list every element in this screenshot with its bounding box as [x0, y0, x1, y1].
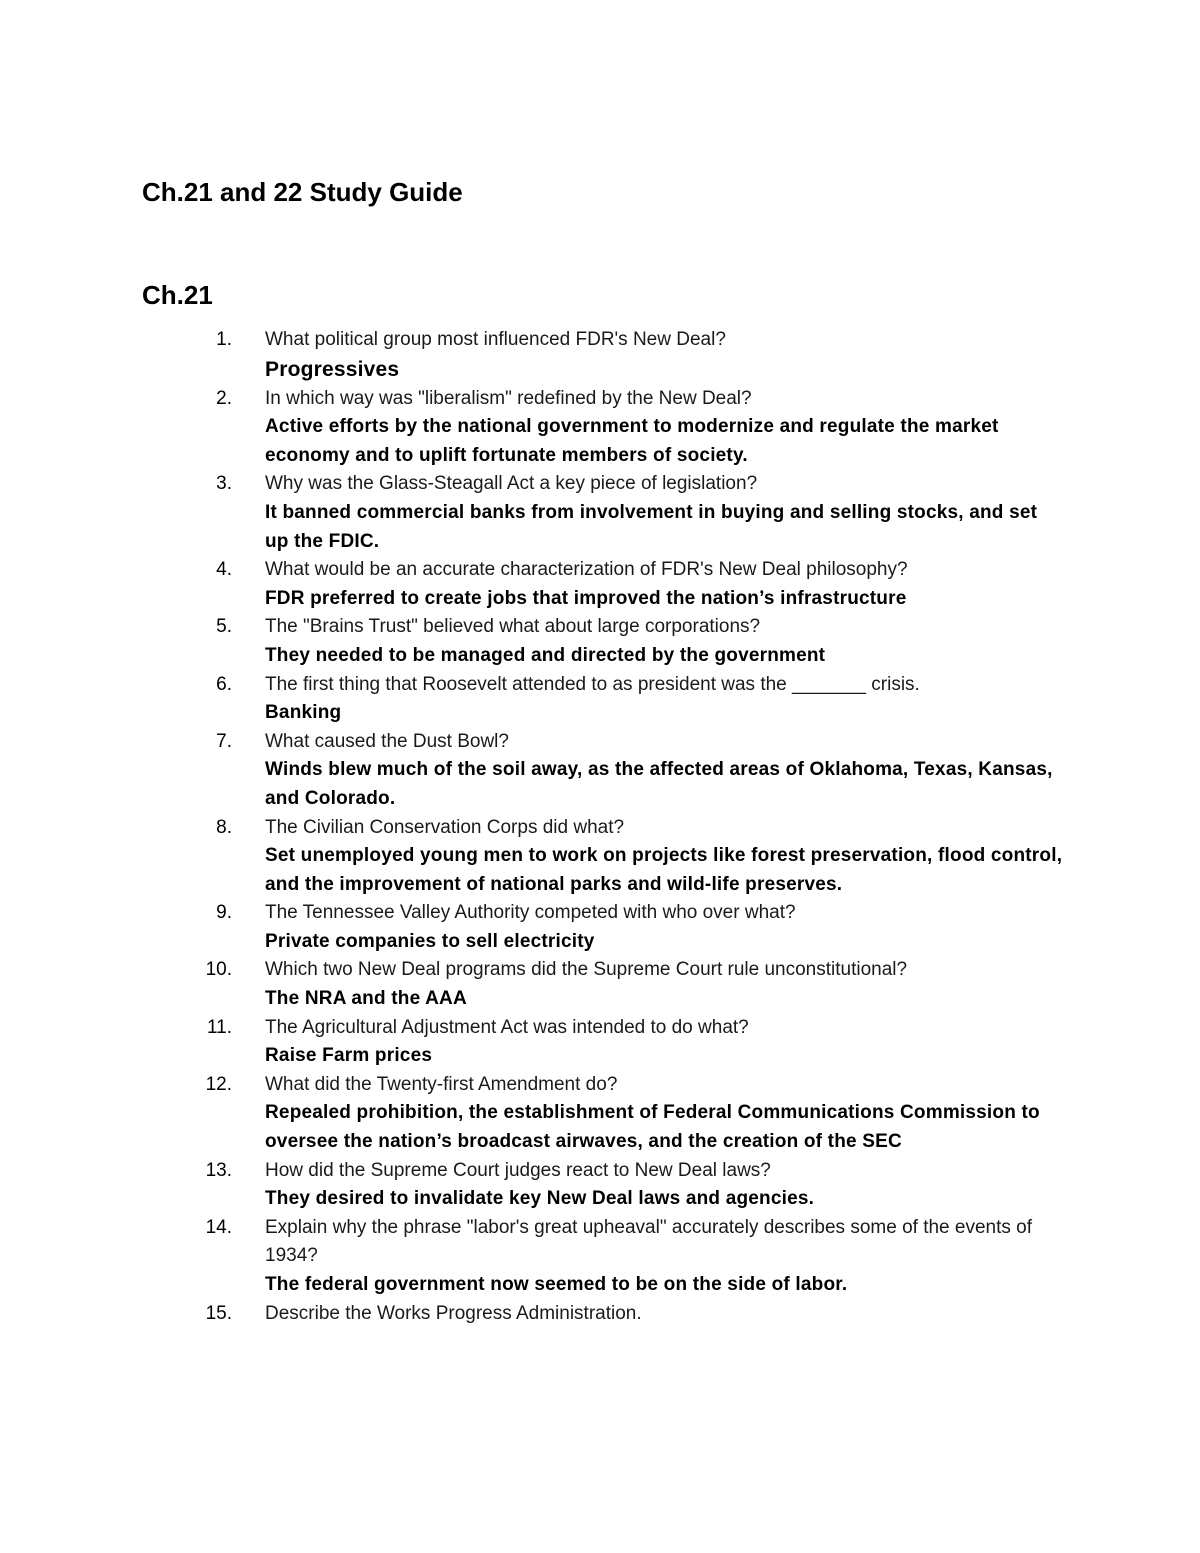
question-text: What caused the Dust Bowl? — [265, 730, 509, 752]
question-number: 8. — [216, 816, 232, 838]
question-item — [0, 613, 1065, 670]
answer-text: They needed to be managed and directed by the government — [265, 644, 826, 666]
answer-text: The federal government now seemed to be on the side of labor. — [265, 1274, 848, 1295]
answer-text: Set unemployed young men to work on projects like forest preservation, flood control, and the improvement of national parks and wild-life preserves. — [265, 845, 1063, 895]
question-number: 5. — [216, 616, 232, 638]
question-item — [0, 728, 1065, 814]
question-number: 7. — [216, 730, 232, 752]
question-item — [0, 956, 1065, 1013]
question-text: The Civilian Conservation Corps did what? — [265, 816, 625, 838]
answer-text: FDR preferred to create jobs that improved the nation’s infrastructure — [265, 587, 907, 609]
answer-text: Raise Farm prices — [265, 1045, 433, 1067]
question-text: How did the Supreme Court judges react to New Deal laws? — [265, 1159, 771, 1181]
question-item — [0, 1071, 1065, 1157]
question-item — [0, 899, 1065, 956]
question-number: 4. — [216, 559, 232, 581]
question-item — [0, 814, 1065, 900]
answer-text: It banned commercial banks from involvement in buying and selling stocks, and set up the FDIC. — [265, 501, 1038, 552]
answer-text: Progressives — [265, 357, 400, 381]
answer-text: Active efforts by the national government to modernize and regulate the market economy and to uplift fortunate members of society. — [265, 416, 999, 466]
question-text: Explain why the phrase "labor's great upheaval" accurately describes some of the events of 1934? — [265, 1216, 1032, 1267]
question-text: What did the Twenty-first Amendment do? — [265, 1073, 618, 1095]
question-number: 9. — [216, 902, 232, 924]
question-text: The "Brains Trust" believed what about large corporations? — [265, 616, 761, 638]
question-number: 12. — [205, 1073, 232, 1095]
question-text: In which way was "liberalism" redefined by the New Deal? — [265, 387, 752, 409]
question-number: 15. — [205, 1302, 232, 1324]
question-item — [0, 1214, 1065, 1300]
answer-text: Winds blew much of the soil away, as the affected areas of Oklahoma, Texas, Kansas, and Colorado. — [265, 759, 1053, 809]
question-item — [0, 1157, 1065, 1214]
document-title: Ch.21 and 22 Study Guide — [142, 177, 463, 207]
question-number: 13. — [205, 1159, 232, 1181]
answer-text: Private companies to sell electricity — [265, 930, 595, 952]
question-number: 11. — [206, 1016, 232, 1038]
question-text: The first thing that Roosevelt attended to as president was the _______ crisis. — [265, 673, 920, 695]
question-list — [0, 326, 1200, 1328]
question-item — [0, 385, 1065, 471]
answer-text: Repealed prohibition, the establishment of Federal Communications Commission to oversee the nation’s broadcast airwaves, and the creation of the SEC — [265, 1102, 1040, 1153]
question-text: The Agricultural Adjustment Act was intended to do what? — [265, 1016, 749, 1038]
answer-text: The NRA and the AAA — [265, 988, 467, 1010]
question-number: 6. — [216, 673, 232, 695]
question-text: Describe the Works Progress Administration. — [265, 1302, 642, 1324]
question-item — [0, 1300, 1065, 1329]
question-text: What would be an accurate characterization of FDR's New Deal philosophy? — [265, 559, 908, 581]
section-heading: Ch.21 — [142, 280, 213, 310]
question-text: Why was the Glass-Steagall Act a key piece of legislation? — [265, 473, 758, 495]
question-number: 10. — [205, 959, 232, 981]
question-text: The Tennessee Valley Authority competed with who over what? — [265, 902, 796, 924]
answer-text: Banking — [265, 702, 342, 724]
question-item — [0, 1014, 1065, 1071]
question-item — [0, 326, 1065, 385]
question-number: 1. — [216, 329, 232, 350]
question-number: 3. — [216, 473, 232, 495]
answer-text: They desired to invalidate key New Deal laws and agencies. — [265, 1188, 815, 1210]
question-item — [0, 671, 1065, 728]
question-item — [0, 556, 1065, 613]
question-number: 2. — [216, 387, 232, 409]
question-text: Which two New Deal programs did the Supreme Court rule unconstitutional? — [265, 959, 908, 981]
question-number: 14. — [205, 1216, 232, 1238]
question-text: What political group most influenced FDR's New Deal? — [265, 329, 726, 350]
question-item — [0, 470, 1065, 556]
